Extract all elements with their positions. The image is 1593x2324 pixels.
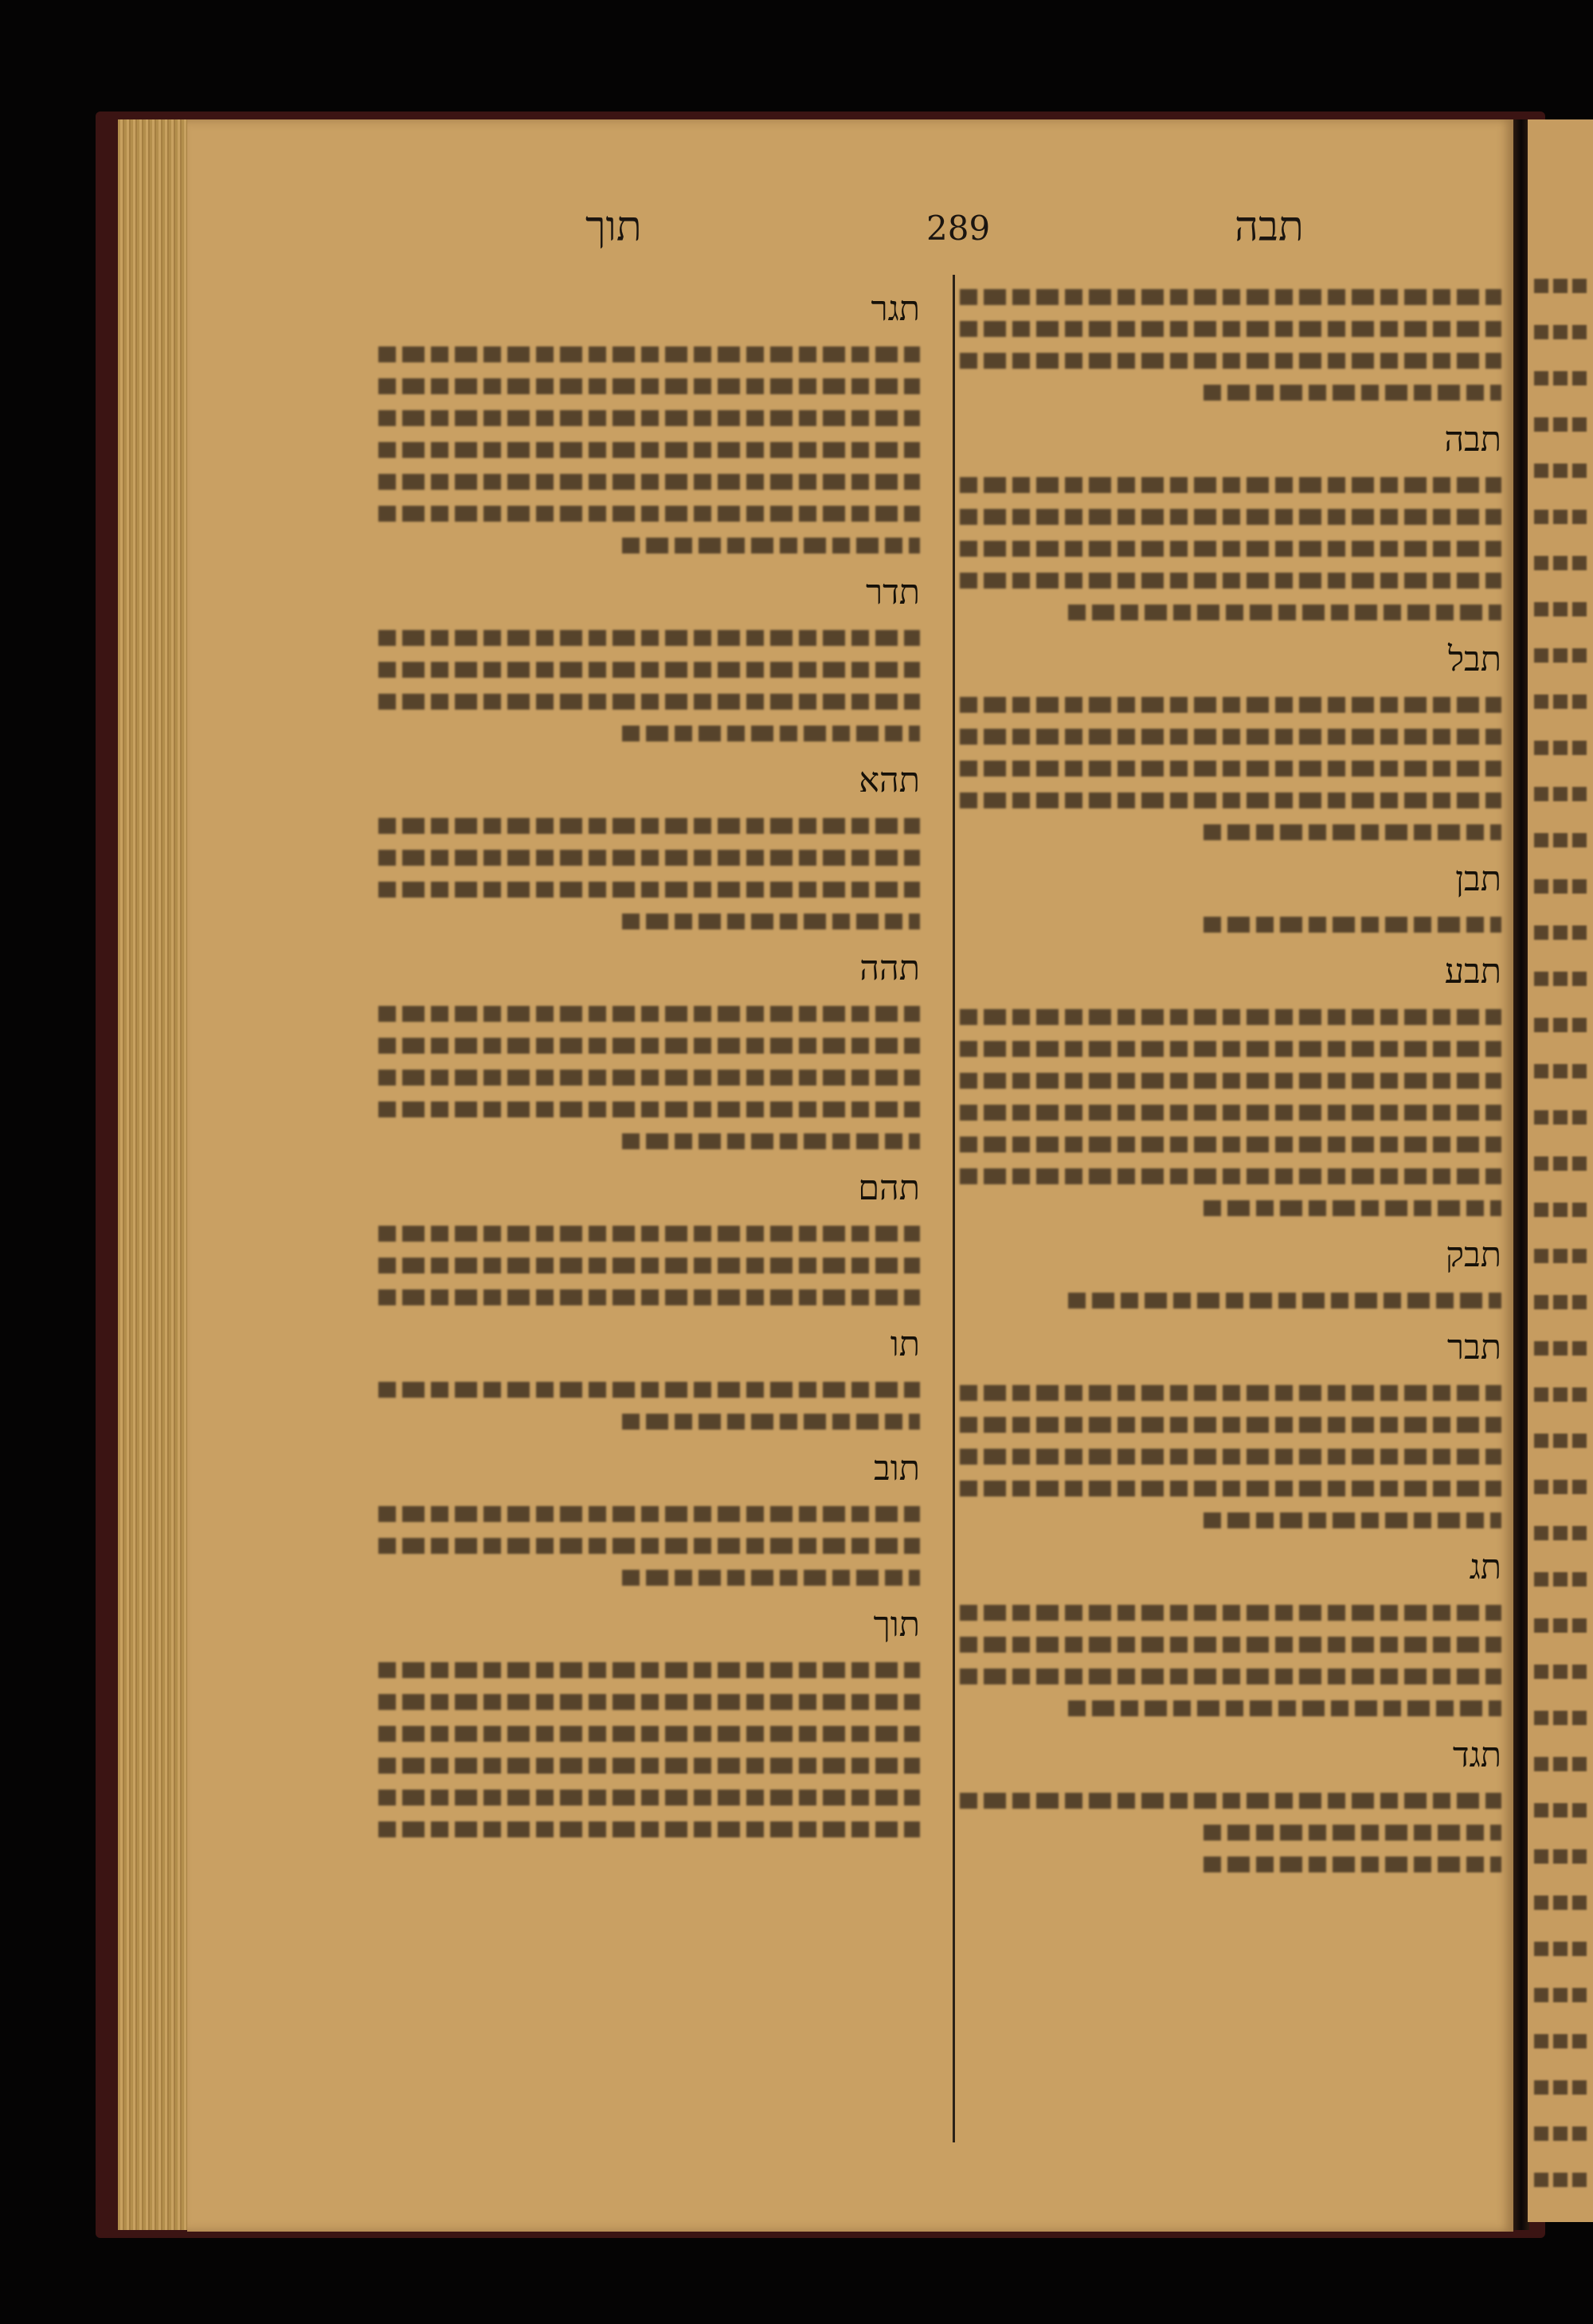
entry-headword: תגר bbox=[871, 289, 920, 329]
entry-text-lines bbox=[960, 1009, 1501, 1216]
entry-text-lines bbox=[378, 1006, 920, 1149]
entry-text-lines bbox=[378, 346, 920, 554]
entry-headword: תהם bbox=[858, 1168, 920, 1208]
entry-text-lines bbox=[960, 1605, 1501, 1716]
entry-text-lines bbox=[960, 917, 1501, 933]
facing-page-edge bbox=[1528, 119, 1593, 2222]
column-divider bbox=[953, 275, 955, 2142]
entry-text-lines bbox=[960, 289, 1501, 401]
entry-headword: תבר bbox=[1446, 1328, 1501, 1367]
entry-text-lines bbox=[378, 1662, 920, 1837]
entry-headword: תג bbox=[1469, 1547, 1501, 1587]
entry-headword: תוך bbox=[873, 1605, 920, 1645]
entry-text-lines bbox=[960, 1385, 1501, 1528]
entry-text-lines bbox=[960, 697, 1501, 840]
entry-headword: תדר bbox=[865, 573, 920, 612]
page-number: 289 bbox=[926, 209, 991, 248]
entry-text-lines bbox=[378, 1226, 920, 1305]
entry-text-lines bbox=[378, 818, 920, 929]
entry-headword: תוב bbox=[874, 1449, 920, 1489]
entry-headword: תהא bbox=[859, 761, 920, 800]
entry-text-lines bbox=[960, 477, 1501, 620]
page-edges bbox=[118, 119, 194, 2230]
entry-text-lines bbox=[960, 1793, 1501, 1872]
entry-text-lines bbox=[378, 630, 920, 741]
entry-text-lines bbox=[378, 1506, 920, 1586]
entry-headword: תהה bbox=[859, 949, 920, 988]
right-column bbox=[960, 275, 1501, 1888]
book-gutter bbox=[1513, 119, 1529, 2230]
entry-headword: תבן bbox=[1455, 859, 1501, 899]
running-head-right: תבה bbox=[1235, 203, 1304, 251]
left-column bbox=[378, 275, 920, 1853]
entry-headword: תו bbox=[890, 1324, 920, 1364]
entry-headword: תבה bbox=[1444, 420, 1501, 460]
running-head-left: תוך bbox=[585, 203, 642, 251]
entry-headword: תבע bbox=[1444, 952, 1501, 992]
entry-text-lines bbox=[960, 1293, 1501, 1309]
entry-headword: תבל bbox=[1447, 640, 1501, 679]
entry-headword: תגד bbox=[1452, 1735, 1501, 1775]
entry-text-lines bbox=[378, 1382, 920, 1430]
entry-headword: תבק bbox=[1446, 1235, 1501, 1275]
